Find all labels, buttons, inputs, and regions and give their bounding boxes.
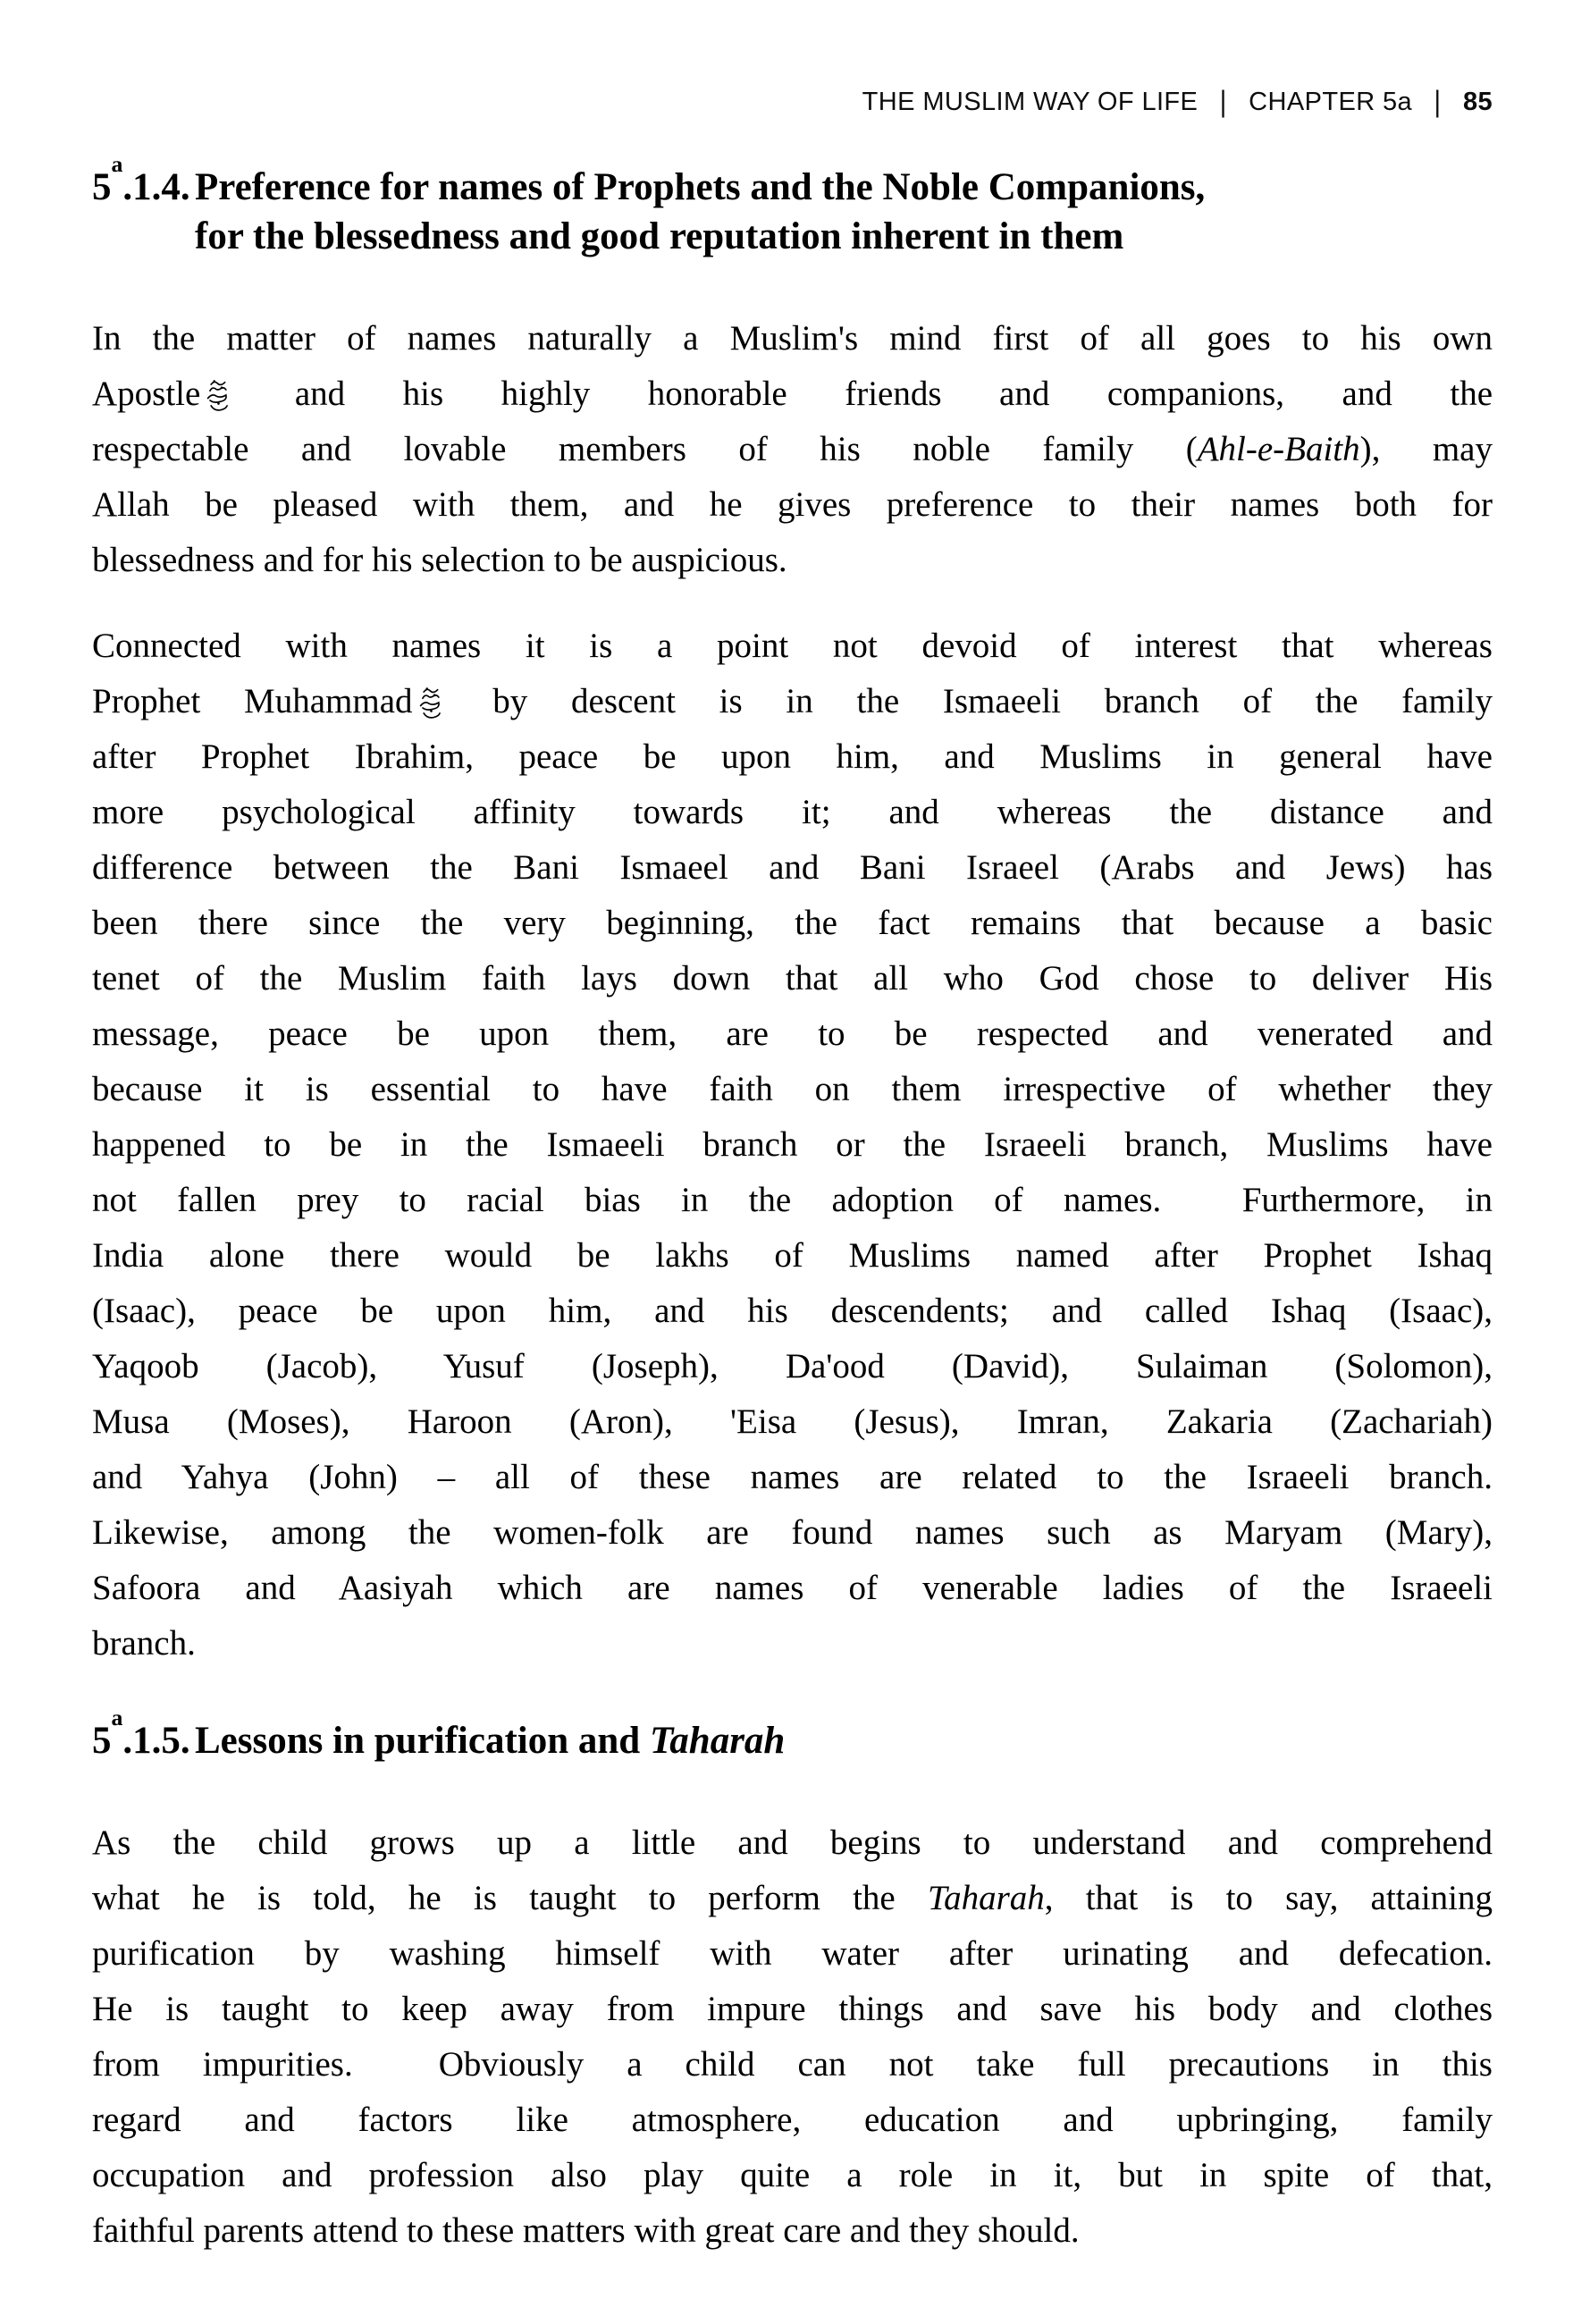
section-title: [195, 163, 1493, 261]
text-line: [92, 1173, 1493, 1228]
text-line: [92, 1228, 1493, 1284]
text-run: for the blessedness and good reputation inherent in them: [195, 215, 1124, 257]
text-run: , that is to say, attaining: [1044, 1879, 1493, 1917]
text-run: In the matter of names naturally a Muslim's mind first of all goes to his own: [92, 319, 1493, 358]
text-run: faithful parents attend to these matters with great care and they should.: [92, 2211, 1080, 2250]
text-line: [92, 619, 1493, 674]
heading-line: [195, 212, 1493, 261]
text-run: occupation and profession also play quite a role in it, but in spite of that,: [92, 2156, 1493, 2194]
section-number: [92, 1704, 190, 1765]
body-paragraph: [92, 1815, 1493, 2259]
text-line: [92, 674, 1493, 729]
header-separator-icon: |: [1434, 85, 1442, 119]
heading-line: [195, 1716, 1493, 1765]
text-run: Musa (Moses), Haroon (Aron), 'Eisa (Jesus), Imran, Zakaria (Zachariah): [92, 1402, 1493, 1441]
section-paragraphs: [92, 1815, 1493, 2259]
text-line: [92, 1394, 1493, 1450]
text-run: difference between the Bani Ismaeel and Bani Israeel (Arabs and Jews) has: [92, 848, 1493, 887]
text-line: [92, 1450, 1493, 1505]
section-heading: [92, 150, 1493, 261]
section-number: [92, 150, 190, 212]
text-line: [92, 1284, 1493, 1339]
section-number-rest: .1.4.: [122, 166, 190, 208]
text-run: branch.: [92, 1624, 196, 1663]
italic-text-run: Taharah: [649, 1720, 786, 1762]
text-line: [92, 1117, 1493, 1173]
text-line: [92, 729, 1493, 785]
heading-line: [195, 163, 1493, 212]
text-run: been there since the very beginning, the fact remains that because a basic: [92, 904, 1493, 942]
text-line: [92, 1339, 1493, 1394]
text-line: [92, 896, 1493, 951]
body-paragraph: [92, 619, 1493, 1671]
sallallahu-alayhi-wasallam-icon: [205, 377, 232, 413]
text-run: Preference for names of Prophets and the Noble Companions,: [195, 166, 1206, 208]
page-header: [92, 86, 1493, 118]
text-run: He is taught to keep away from impure things and save his body and clothes: [92, 1990, 1493, 2028]
text-line: [92, 785, 1493, 840]
text-line: [92, 2037, 1493, 2092]
text-line: [92, 533, 1493, 588]
running-head-book-title: THE MUSLIM WAY OF LIFE: [862, 88, 1199, 116]
section-number-base: 5: [92, 166, 112, 208]
text-line: [92, 1616, 1493, 1671]
document-section: [92, 150, 1493, 1671]
section-number-base: 5: [92, 1720, 112, 1762]
text-line: [92, 366, 1493, 422]
text-line: [92, 477, 1493, 533]
text-run: regard and factors like atmosphere, education and upbringing, family: [92, 2101, 1493, 2139]
text-run: blessedness and for his selection to be auspicious.: [92, 541, 787, 579]
text-line: [92, 311, 1493, 366]
page-number: 85: [1462, 88, 1493, 116]
text-line: [92, 1871, 1493, 1926]
text-line: [92, 1815, 1493, 1871]
text-run: purification by washing himself with water after urinating and defecation.: [92, 1934, 1493, 1973]
text-run: Allah be pleased with them, and he gives preference to their names both for: [92, 485, 1493, 524]
text-line: [92, 2092, 1493, 2148]
text-run: India alone there would be lakhs of Muslims named after Prophet Ishaq: [92, 1236, 1493, 1275]
text-run: (Isaac), peace be upon him, and his descendents; and called Ishaq (Isaac),: [92, 1292, 1493, 1330]
document-section: [92, 1704, 1493, 2259]
text-run: respectable and lovable members of his noble family (: [92, 430, 1198, 468]
text-run: and Yahya (John) – all of these names are related to the Israeeli branch.: [92, 1458, 1493, 1496]
italic-text-run: Ahl-e-Baith: [1197, 430, 1360, 468]
text-run: Safoora and Aasiyah which are names of venerable ladies of the Israeeli: [92, 1569, 1493, 1607]
text-line: [92, 2148, 1493, 2203]
text-line: [92, 1062, 1493, 1117]
text-run: message, peace be upon them, are to be respected and venerated and: [92, 1015, 1493, 1053]
text-run: Yaqoob (Jacob), Yusuf (Joseph), Da'ood (David), Sulaiman (Solomon),: [92, 1347, 1493, 1385]
italic-text-run: Taharah: [927, 1879, 1045, 1917]
text-line: [92, 1006, 1493, 1062]
text-line: [92, 422, 1493, 477]
text-line: [92, 1505, 1493, 1561]
text-run: what he is told, he is taught to perform the: [92, 1879, 928, 1917]
text-run: by descent is in the Ismaeeli branch of the family: [449, 682, 1493, 720]
section-number-superscript: a: [111, 150, 123, 177]
text-run: Apostle: [92, 375, 201, 413]
text-line: [92, 1561, 1493, 1616]
text-run: tenet of the Muslim faith lays down that all who God chose to deliver His: [92, 959, 1493, 998]
text-run: Prophet Muhammad: [92, 682, 413, 720]
text-run: Likewise, among the women-folk are found names such as Maryam (Mary),: [92, 1513, 1493, 1552]
text-run: because it is essential to have faith on them irrespective of whether they: [92, 1070, 1493, 1108]
text-run: from impurities. Obviously a child can not take full precautions in this: [92, 2045, 1493, 2084]
text-run: Lessons in purification and: [195, 1720, 650, 1762]
text-run: more psychological affinity towards it; and whereas the distance and: [92, 793, 1493, 831]
section-heading: [92, 1704, 1493, 1765]
text-run: after Prophet Ibrahim, peace be upon him, and Muslims in general have: [92, 737, 1493, 776]
sallallahu-alayhi-wasallam-icon: [417, 685, 445, 720]
body-paragraph: [92, 311, 1493, 588]
section-title: [195, 1716, 1493, 1765]
text-line: [92, 951, 1493, 1006]
header-separator-icon: |: [1219, 85, 1227, 119]
text-run: and his highly honorable friends and companions, and the: [237, 375, 1493, 413]
section-paragraphs: [92, 311, 1493, 1671]
text-line: [92, 840, 1493, 896]
text-run: As the child grows up a little and begins to understand and comprehend: [92, 1823, 1493, 1862]
page-content: [92, 150, 1493, 2259]
running-head-chapter: CHAPTER 5a: [1249, 88, 1413, 116]
section-number-rest: .1.5.: [122, 1720, 190, 1762]
text-line: [92, 1982, 1493, 2037]
text-run: Connected with names it is a point not devoid of interest that whereas: [92, 627, 1493, 665]
section-number-superscript: a: [111, 1704, 123, 1730]
text-line: [92, 1926, 1493, 1982]
text-run: not fallen prey to racial bias in the adoption of names. Furthermore, in: [92, 1181, 1493, 1219]
text-run: ), may: [1359, 430, 1493, 468]
text-run: happened to be in the Ismaeeli branch or the Israeeli branch, Muslims have: [92, 1125, 1493, 1164]
text-line: [92, 2203, 1493, 2259]
